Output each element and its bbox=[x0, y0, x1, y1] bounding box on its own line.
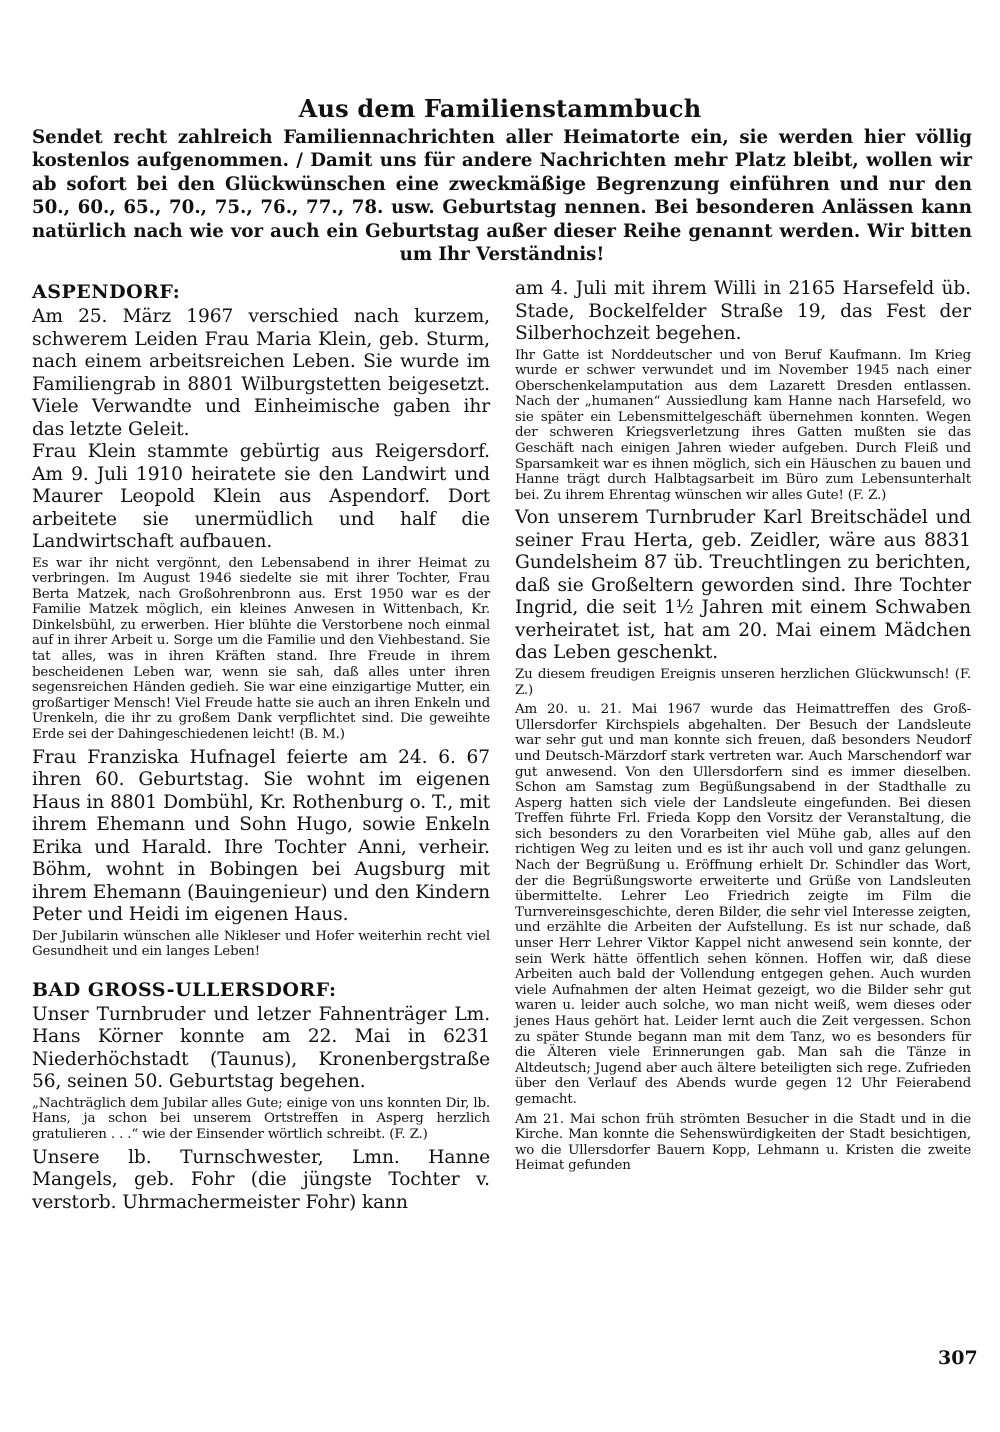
paragraph: Am 25. März 1967 verschied nach kurzem, schwerem Leiden Frau Maria Klein, geb. Sturm, nach einem arbeitsreichen Leben. Sie wurde im Familiengrab in 8801 Wilburgstetten beigesetzt. Viele Verwandte und Einheimische gaben ihr das letzte Geleit. bbox=[32, 306, 490, 440]
left-column bbox=[32, 280, 490, 1214]
paragraph-small: Ihr Gatte ist Norddeutscher und von Beruf Kaufmann. Im Krieg wurde er schwer verwundet und im November 1945 nach einer Oberschenkelamputation aus dem Lazarett Dresden entlassen. Nach der „humanen“ Aussiedlung kam Hanne nach Harsefeld, wo sie später ein Lebensmittelgeschäft übernehmen konnten. Wegen der schweren Kriegsverletzung ihres Gatten mußten sie das Geschäft nach einigen Jahren wieder aufgeben. Durch Fleiß und Sparsamkeit war es ihnen möglich, sich ein Häuschen zu bauen und Hanne trägt durch Halbtagsarbeit im Büro zum Lebensunterhalt bei. Zu ihrem Ehrentag wünschen wir alles Gute! (F. Z.) bbox=[515, 347, 971, 503]
page-number: 307 bbox=[938, 1347, 978, 1369]
paragraph: Von unserem Turnbruder Karl Breitschädel und seiner Frau Herta, geb. Zeidler, wäre aus 8831 Gundelsheim 87 üb. Treuchtlingen zu berichten, daß sie Großeltern geworden sind. Ihre Tochter Ingrid, die seit 1½ Jahren mit einem Schwaben verheiratet ist, hat am 20. Mai einem Mädchen das Leben geschenkt. bbox=[515, 507, 971, 664]
paragraph-small: „Nachträglich dem Jubilar alles Gute; einige von uns konnten Dir, lb. Hans, ja schon bei unserem Ortstreffen in Asperg herzlich gratulieren . . .“ wie der Einsender wörtlich schreibt. (F. Z.) bbox=[32, 1095, 490, 1142]
paragraph-small: Es war ihr nicht vergönnt, den Lebensabend in ihrer Heimat zu verbringen. Im August 1946 siedelte sie mit ihrer Tochter, Frau Berta Matzek, nach Großohrenbronn aus. Erst 1950 war es der Familie Matzek möglich, ein kleines Anwesen in Wittenbach, Kr. Dinkelsbühl, zu erwerben. Hier blühte die Verstorbene noch einmal auf in ihrer Arbeit u. Sorge um die Familie und den Viehbestand. Sie tat alles, was in ihren Kräften stand. Ihre Freude in ihrem bescheidenen Leben war, wenn sie sah, daß alles unter ihren segensreichen Händen gedieh. Sie war eine einzigartige Mutter, ein großartiger Mensch! Viel Freude hatte sie auch an ihren Enkeln und Urenkeln, die ihr zu großem Dank verpflichtet sind. Die geweihte Erde sei der Dahingeschiedenen leicht! (B. M.) bbox=[32, 555, 490, 743]
paragraph: Frau Franziska Hufnagel feierte am 24. 6. 67 ihren 60. Geburtstag. Sie wohnt im eigenen Haus in 8801 Dombühl, Kr. Rothenburg o. T., mit ihrem Ehemann und Sohn Hugo, sowie Enkeln Erika und Harald. Ihre Tochter Anni, verheir. Böhm, wohnt in Bobingen bei Augsburg mit ihrem Ehemann (Bauingenieur) und den Kindern Peter und Heidi im eigenen Haus. bbox=[32, 746, 490, 926]
paragraph: Unsere lb. Turnschwester, Lmn. Hanne Mangels, geb. Fohr (die jüngste Tochter v. verstorb. Uhrmachermeister Fohr) kann bbox=[32, 1146, 490, 1213]
paragraph-small: Zu diesem freudigen Ereignis unseren herzlichen Glückwunsch! (F. Z.) bbox=[515, 666, 971, 698]
paragraph-small: Am 20. u. 21. Mai 1967 wurde das Heimattreffen des Groß-Ullersdorfer Kirchspiels abgehalten. Der Besuch der Landsleute war sehr gut und man konnte sich freuen, daß besonders Neudorf und Deutsch-Märzdorf stark vertreten war. Auch Marschendorf war gut anwesend. Von den Ullersdorfern sind es immer dieselben. Schon am Samstag zum Begüßungsabend in der Stadthalle zu Asperg hatten sich viele der Landsleute eingefunden. Bei diesen Treffen führte Frl. Frieda Kopp den Vorsitz der Veranstaltung, die sich besonders zu den Vorarbeiten viel Mühe gab, alles auf den richtigen Weg zu leiten und es ist ihr auch voll und ganz gelungen. Nach der Begrüßung u. Eröffnung erhielt Dr. Schindler das Wort, der die Begrüßungsworte erweiterte und Grüße von Landsleuten übermittelte. Lehrer Leo Friedrich zeigte im Film die Turnvereinsgeschichte, deren Bilder, die sehr viel Interesse zeigten, und erzählte die Arbeiten der Aufstellung. Es ist nur schade, daß unser Herr Lehrer Viktor Kappel nicht anwesend sein konnte, der sein Werk hätte öffentlich sehen können. Hoffen wir, daß diese Arbeiten auch bald der Vollendung entgegen gehen. Auch wurden viele Aufnahmen der alten Heimat gezeigt, wo die Bilder sehr gut waren u. leider auch solche, wo man nicht weiß, wem dieses oder jenes Haus gehört hat. Leider lernt auch die Zeit vergessen. Schon zu später Stunde begann man mit dem Tanz, wo es besonders für die Älteren viele Erinnerungen gab. Man sah die Tänze in Altdeutsch; Jugend aber auch ältere beteiligten sich rege. Zufrieden über den Verlauf des Abends wurde gegen 12 Uhr Feierabend gemacht. bbox=[515, 702, 971, 1107]
intro-notice: Sendet recht zahlreich Familiennachrichten aller Heimatorte ein, sie werden hier völlig kostenlos aufgenommen. / Damit uns für andere Nachrichten mehr Platz bleibt, wollen wir ab sofort bei den Glückwünschen eine zweckmäßige Begrenzung einführen und nur den 50., 60., 65., 70., 75., 76., 77., 78. usw. Geburtstag nennen. Bei besonderen Anlässen kann natürlich nach wie vor auch ein Geburtstag außer dieser Reihe genannt werden. Wir bitten um Ihr Verständnis! bbox=[32, 127, 972, 266]
section-heading-bad-gross-ullersdorf: BAD GROSS-ULLERSDORF: bbox=[32, 978, 337, 1001]
right-column bbox=[515, 278, 971, 1178]
section-gap bbox=[32, 964, 490, 978]
page-title: Aus dem Familienstammbuch bbox=[298, 94, 702, 123]
paragraph: Unser Turnbruder und letzer Fahnenträger Lm. Hans Körner konnte am 22. Mai in 6231 Niederhöchstadt (Taunus), Kronenbergstraße 56, seinen 50. Geburtstag begehen. bbox=[32, 1003, 490, 1093]
paragraph: am 4. Juli mit ihrem Willi in 2165 Harsefeld üb. Stade, Bockelfelder Straße 19, das Fest der Silberhochzeit begehen. bbox=[515, 278, 971, 344]
paragraph: Frau Klein stammte gebürtig aus Reigersdorf. Am 9. Juli 1910 heiratete sie den Landwirt und Maurer Leopold Klein aus Aspendorf. Dort arbeitete sie unermüdlich und half die Landwirtschaft aufbauen. bbox=[32, 441, 490, 552]
section-heading-aspendorf: ASPENDORF: bbox=[32, 281, 181, 303]
paragraph-small: Der Jubilarin wünschen alle Nikleser und Hofer weiterhin recht viel Gesundheit und ein langes Leben! bbox=[32, 928, 490, 960]
paragraph-small: Am 21. Mai schon früh strömten Besucher in die Stadt und in die Kirche. Man konnte die Sehenswürdigkeiten der Stadt besichtigen, wo die Ullersdorfer Bauern Kopp, Lehmann u. Kristen die zweite Heimat gefunden bbox=[515, 1111, 971, 1174]
